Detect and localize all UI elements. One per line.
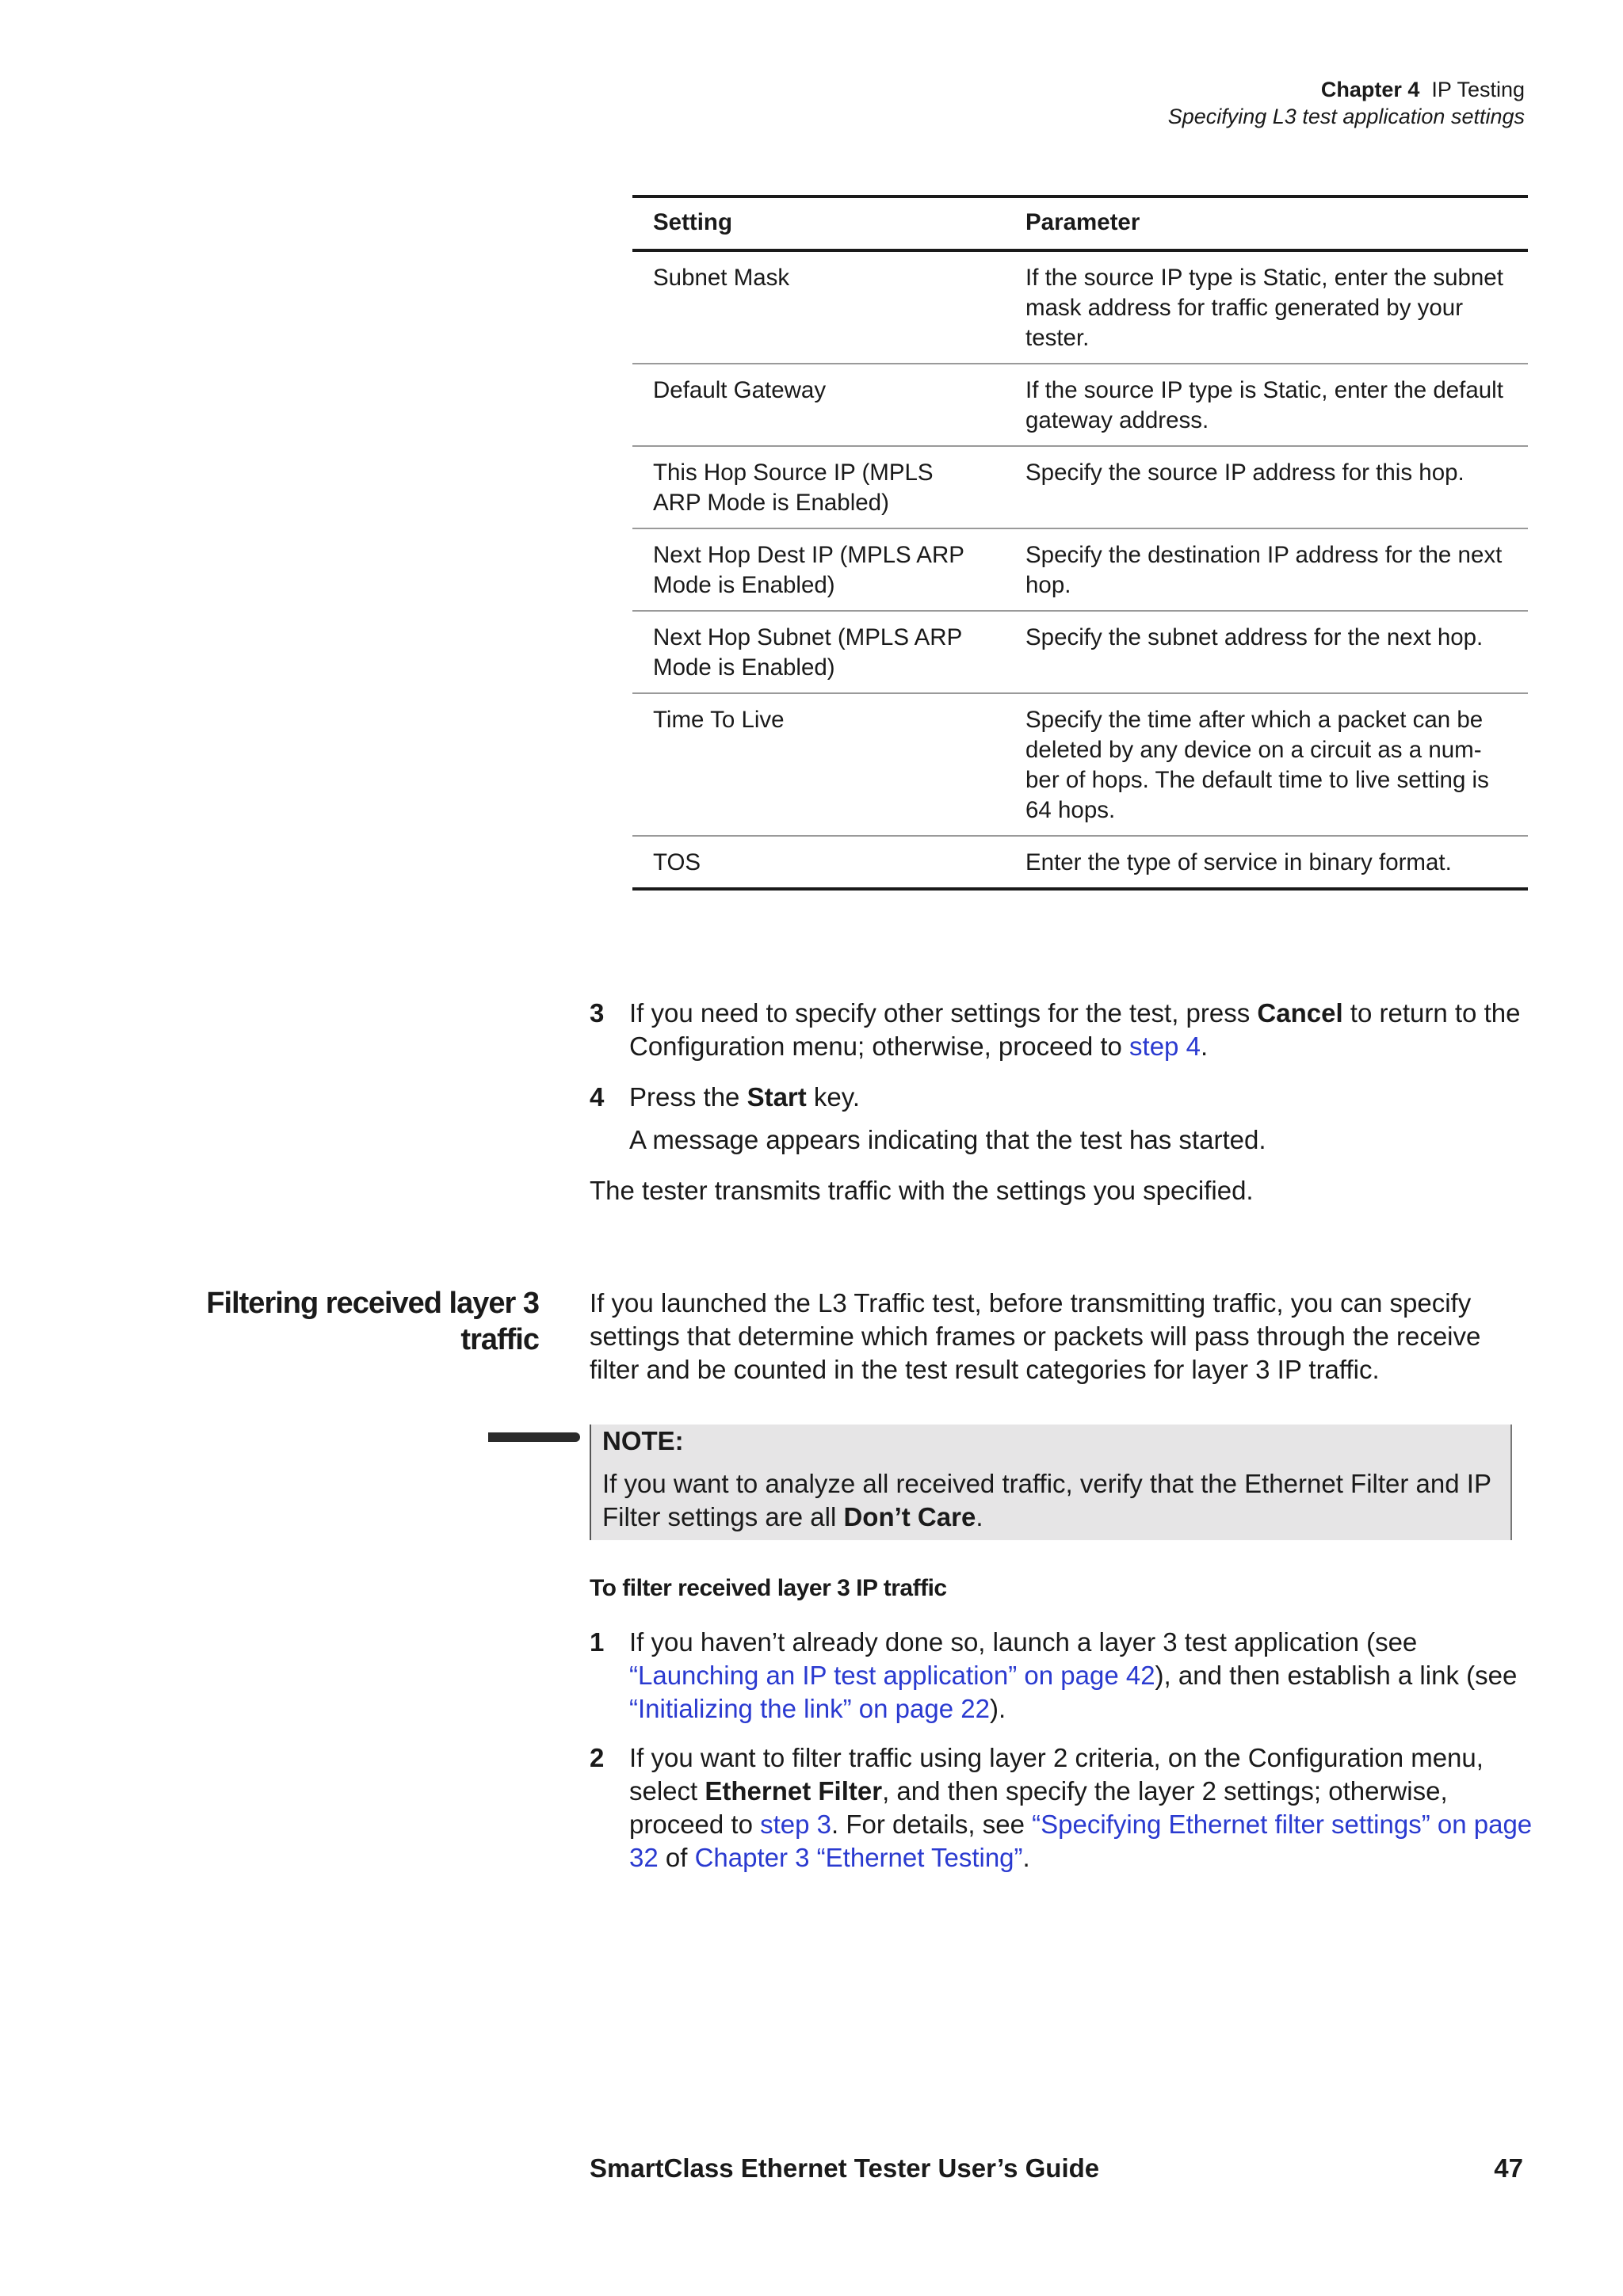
- table-row: [632, 528, 1528, 611]
- step-number: 3: [590, 998, 605, 1028]
- table-row: [632, 611, 1528, 693]
- procedure-step-1: [590, 1626, 1533, 1726]
- note-body: [602, 1467, 1510, 1534]
- ethernet-filter-settings-link[interactable]: “Specifying Ethernet filter settings” on page 32: [629, 1810, 1533, 1872]
- step-result: A message appears indicating that the test has started.: [629, 1125, 1266, 1154]
- step-text: . For details, see: [831, 1810, 1033, 1839]
- table-row: [632, 693, 1528, 836]
- chapter-title: IP Testing: [1431, 78, 1525, 101]
- parameter-cell: Enter the type of service in binary format.: [1005, 836, 1528, 889]
- table-row: [632, 364, 1528, 446]
- section-heading: Filtering received layer 3 traffic: [206, 1287, 539, 1356]
- page-footer: [590, 2153, 1523, 2183]
- step-number: 2: [590, 1743, 605, 1772]
- step-3-link[interactable]: step 3: [760, 1810, 832, 1839]
- step-text: If you need to specify other settings for the test, press: [629, 998, 1258, 1028]
- step-4-link[interactable]: step 4: [1129, 1032, 1201, 1061]
- launching-ip-app-link[interactable]: “Launching an IP test application” on page 42: [629, 1661, 1155, 1690]
- step-text: If you want to filter traffic using layer 2 criteria, on the Configuration menu, select: [629, 1743, 1484, 1806]
- step-text: key.: [806, 1082, 861, 1112]
- initializing-link-link[interactable]: “Initializing the link” on page 22: [629, 1694, 990, 1723]
- step-text: If you haven’t already done so, launch a layer 3 test application (see: [629, 1627, 1418, 1657]
- step-4: [590, 1081, 1533, 1157]
- step-text: of: [658, 1843, 695, 1872]
- setting-cell: Subnet Mask: [632, 250, 1005, 364]
- note-marker: [488, 1432, 580, 1442]
- step-text: to return to the Configuration menu; otherwise, proceed to: [629, 998, 1521, 1061]
- chapter-3-link[interactable]: Chapter 3 “Ethernet Testing”: [694, 1843, 1023, 1872]
- step-text: Press the: [629, 1082, 747, 1112]
- step-text: ), and then establish a link (see: [1155, 1661, 1518, 1690]
- step-number: 4: [590, 1082, 605, 1112]
- parameter-cell: Specify the time after which a packet can be deleted by any device on a circuit as a num-ber of hops. The default time to live setting is 64 hops.: [1005, 693, 1528, 836]
- note-box: [590, 1425, 1512, 1540]
- setting-cell: Next Hop Dest IP (MPLS ARP Mode is Enabled): [632, 528, 1005, 611]
- setting-cell: Default Gateway: [632, 364, 1005, 446]
- setting-cell: This Hop Source IP (MPLS ARP Mode is Enabled): [632, 446, 1005, 528]
- parameter-cell: Specify the source IP address for this hop.: [1005, 446, 1528, 528]
- conclusion-text: The tester transmits traffic with the settings you specified.: [590, 1176, 1254, 1205]
- section-intro: If you launched the L3 Traffic test, before transmitting traffic, you can specify settings that determine which frames or packets will pass through the receive filter and be counted in the test result categories for layer 3 IP traffic.: [590, 1288, 1481, 1384]
- step-text: ).: [989, 1694, 1006, 1723]
- step-text: , and then specify the layer 2 settings; otherwise, proceed to: [629, 1776, 1448, 1839]
- step-text: .: [1022, 1843, 1030, 1872]
- procedure-step-2: [590, 1741, 1533, 1875]
- setting-cell: Time To Live: [632, 693, 1005, 836]
- parameter-cell: If the source IP type is Static, enter the default gateway address.: [1005, 364, 1528, 446]
- procedure-heading: To filter received layer 3 IP traffic: [590, 1575, 947, 1601]
- note-text: .: [976, 1502, 983, 1531]
- setting-cell: TOS: [632, 836, 1005, 889]
- table-row: [632, 250, 1528, 364]
- column-header-setting: Setting: [632, 196, 1005, 250]
- parameter-cell: If the source IP type is Static, enter the subnet mask address for traffic generated by your tester.: [1005, 250, 1528, 364]
- ethernet-filter-label: Ethernet Filter: [705, 1776, 883, 1806]
- table-row: [632, 836, 1528, 889]
- page-header: [1168, 76, 1525, 130]
- step-text: .: [1200, 1032, 1209, 1061]
- column-header-parameter: Parameter: [1005, 196, 1528, 250]
- chapter-label: Chapter 4: [1320, 78, 1420, 101]
- cancel-key-label: Cancel: [1257, 998, 1343, 1028]
- start-key-label: Start: [747, 1082, 807, 1112]
- settings-table: [632, 195, 1528, 891]
- setting-cell: Next Hop Subnet (MPLS ARP Mode is Enabled): [632, 611, 1005, 693]
- page-number: 47: [1494, 2153, 1523, 2183]
- dont-care-label: Don’t Care: [843, 1502, 976, 1531]
- step-3: [590, 997, 1533, 1063]
- note-text: If you want to analyze all received traffic, verify that the Ethernet Filter and IP Filter settings are all: [602, 1469, 1491, 1531]
- table-row: [632, 446, 1528, 528]
- step-number: 1: [590, 1627, 605, 1657]
- section-title: Specifying L3 test application settings: [1167, 105, 1525, 128]
- parameter-cell: Specify the subnet address for the next hop.: [1005, 611, 1528, 693]
- guide-title: SmartClass Ethernet Tester User’s Guide: [590, 2153, 1100, 2183]
- parameter-cell: Specify the destination IP address for the next hop.: [1005, 528, 1528, 611]
- note-title: NOTE:: [602, 1426, 684, 1455]
